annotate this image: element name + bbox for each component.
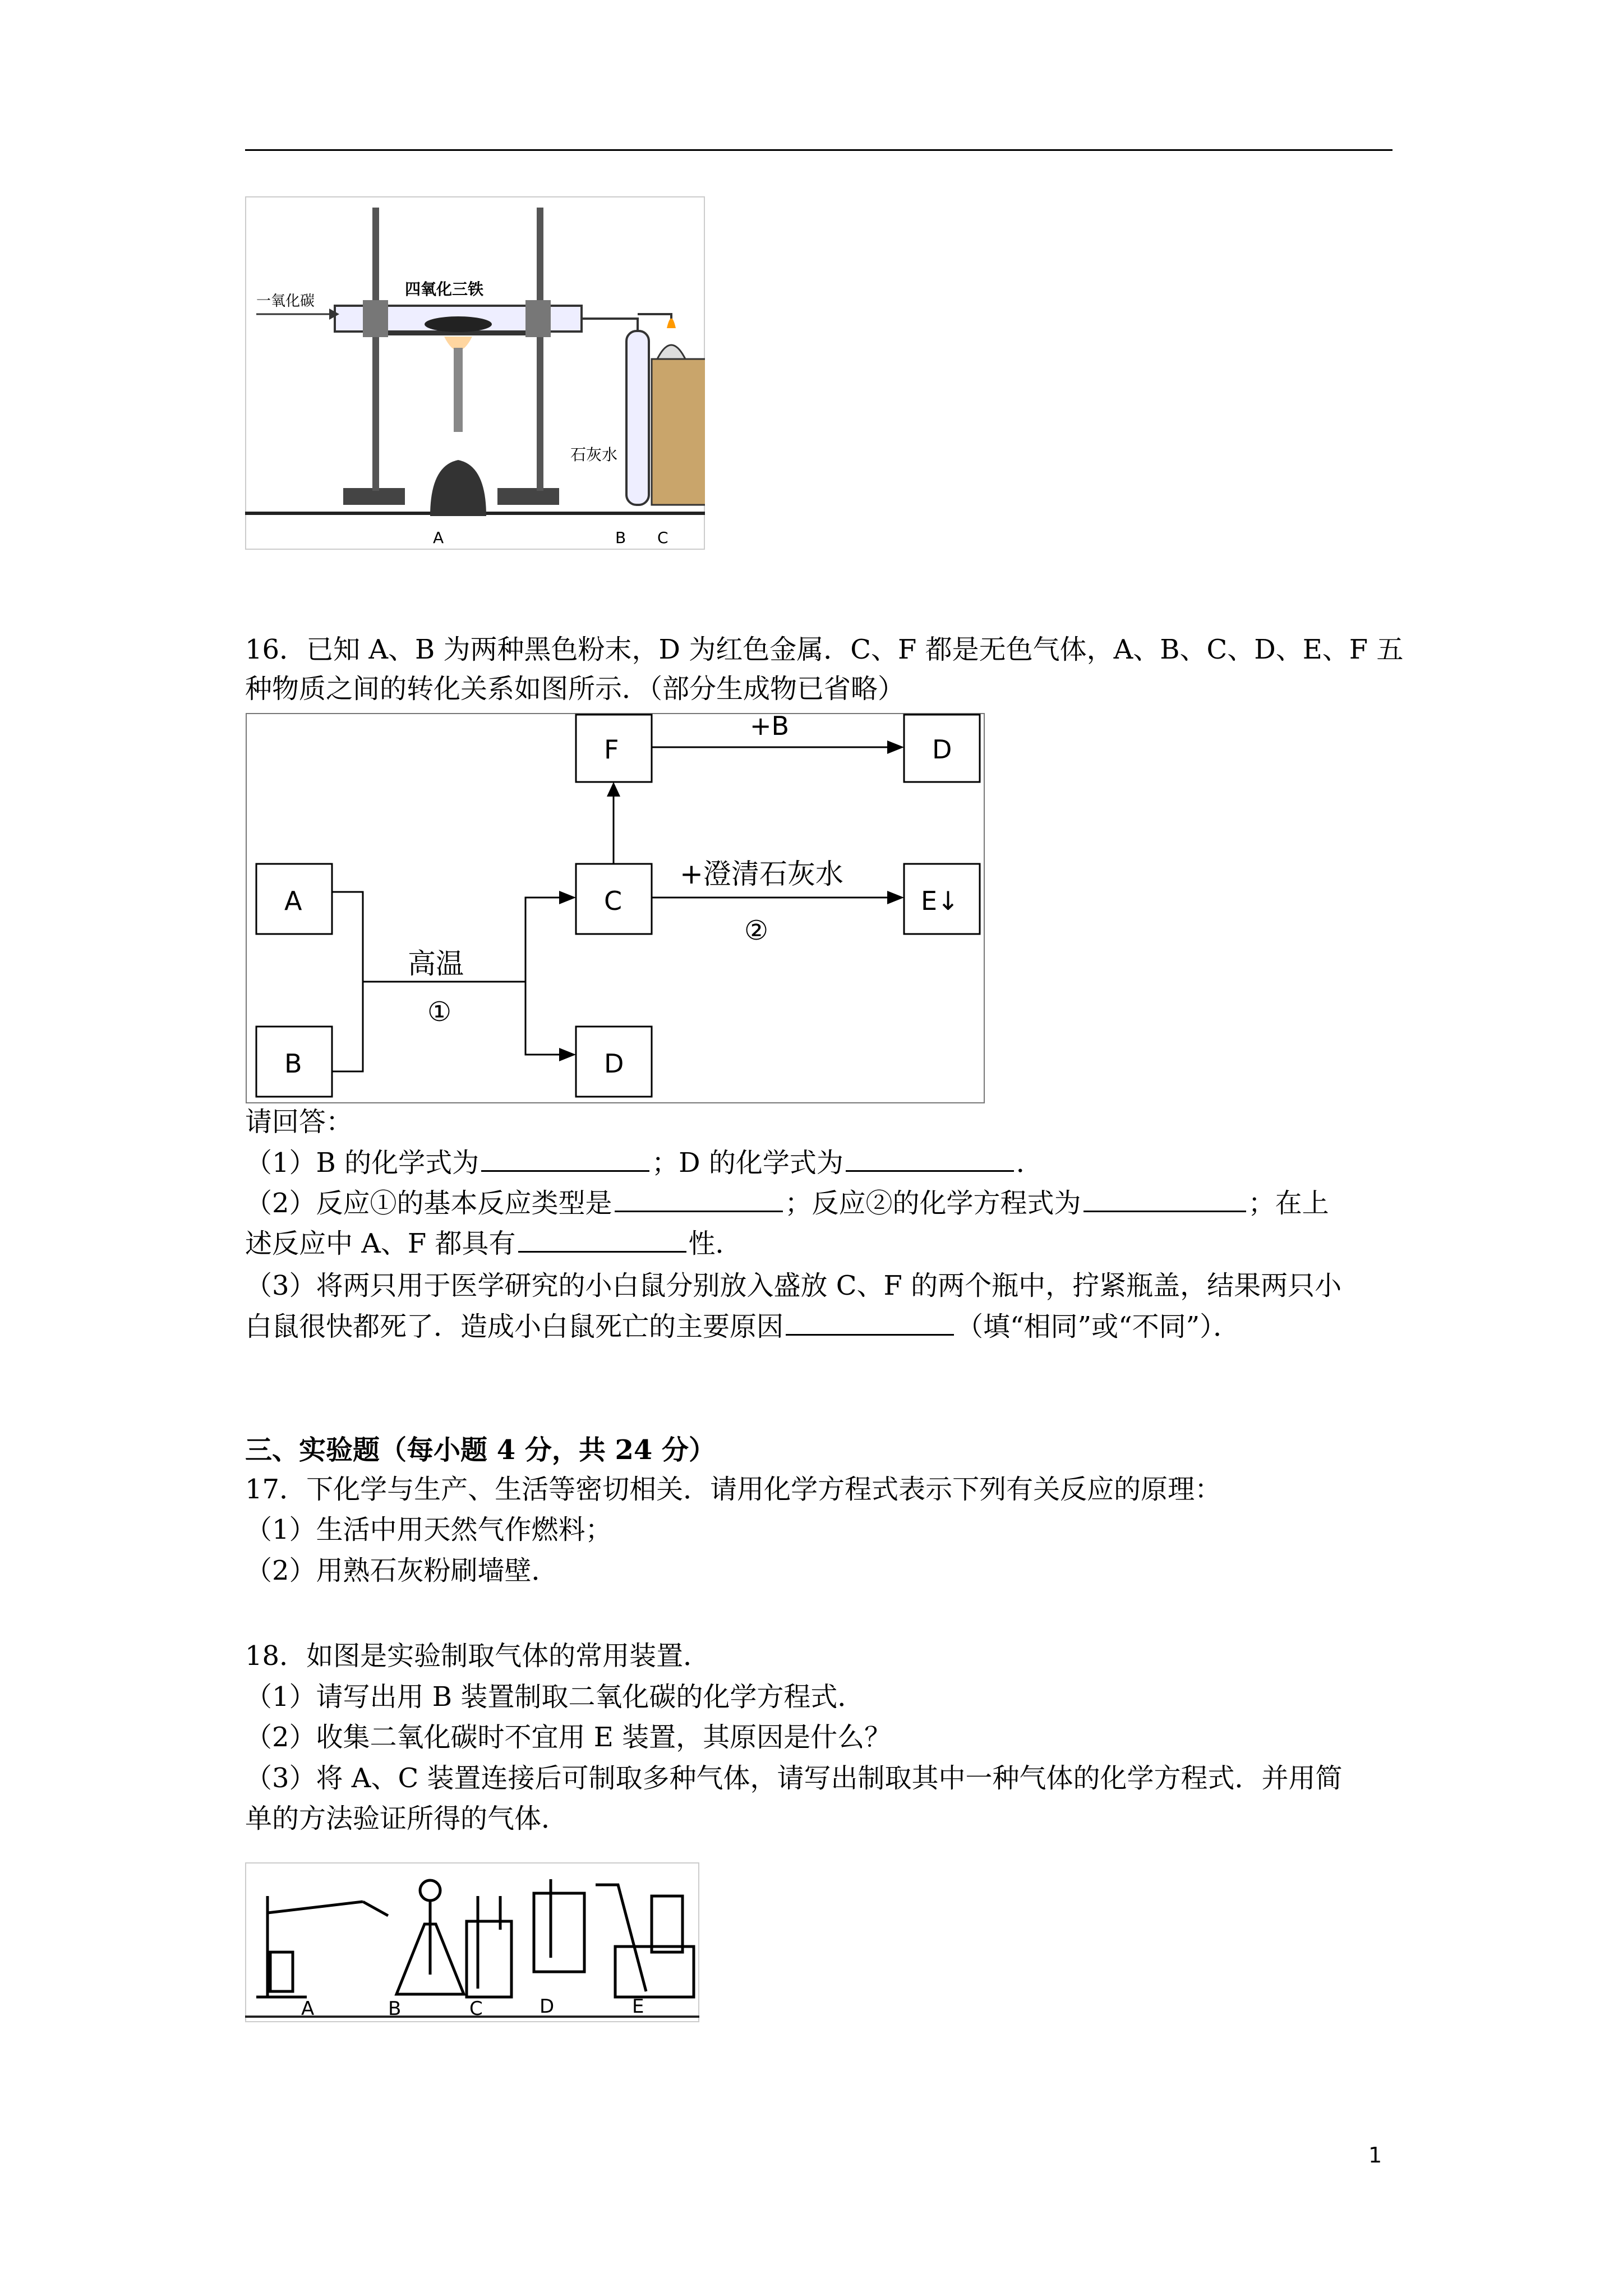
cond-2: ② [744,915,769,946]
box-e-label: E↓ [921,886,959,916]
box-a-label: A [284,886,302,916]
cond-high-temp: 高温 [408,947,464,980]
answer-blank-reaction-type[interactable] [615,1188,783,1212]
q16-part2-d: 述反应中 A、F 都具有 [245,1228,516,1259]
page-number: 1 [1368,2143,1382,2168]
fig-label-a: A [301,1998,315,2020]
q18-line5: 单的方法验证所得的气体． [245,1803,569,1834]
q17-line3: （2）用熟石灰粉刷墙壁． [245,1555,559,1586]
box-d-top-label: D [932,734,952,765]
cond-1: ① [427,996,452,1028]
answer-blank-property[interactable] [518,1228,686,1253]
label-b: B [615,528,626,547]
q17-line2: （1）生活中用天然气作燃料； [245,1514,612,1545]
q16-part2-e: 性． [688,1228,743,1259]
q16-part2-c: ；在上 [1248,1188,1329,1219]
label-a: A [433,528,444,547]
fig-label-c: C [469,1998,483,2020]
q16-part1-end: ． [1016,1147,1043,1179]
q16-line1: 16．已知 A、B 为两种黑色粉末，D 为红色金属．C、F 都是无色气体，A、B、C、D、E、F 五 [245,634,1404,665]
q16-part2-line2 [245,1227,743,1260]
q16-line2: 种物质之间的转化关系如图所示．（部分生成物已省略） [245,673,905,705]
q18-line4: （3）将 A、C 装置连接后可制取多种气体，请写出制取其中一种气体的化学方程式．并用简 [245,1763,1343,1794]
q16-part1 [245,1146,1043,1180]
fig-label-e: E [632,1995,644,2018]
q16-part3-b: （填“相同”或“不同”）． [956,1311,1241,1342]
box-c-label: C [604,886,623,916]
label-c: C [657,528,668,547]
fig-label-d: D [540,1995,555,2018]
q18-line1: 18．如图是实验制取气体的常用装置． [245,1640,711,1672]
q16-part1-b: ；D 的化学式为 [652,1147,843,1179]
answer-blank-same-different[interactable] [786,1312,954,1336]
answer-blank-equation[interactable] [1083,1188,1246,1212]
q17-line1: 17．下化学与生产、生活等密切相关．请用化学方程式表示下列有关反应的原理： [245,1474,1222,1505]
q16-part2-line1 [245,1186,1329,1220]
answer-blank-b-formula[interactable] [481,1148,649,1172]
cond-limewater: +澄清石灰水 [680,858,843,890]
q16-part3-line1: （3）将两只用于医学研究的小白鼠分别放入盛放 C、F 的两个瓶中，拧紧瓶盖，结果两只小 [245,1270,1342,1301]
box-d-label: D [604,1048,624,1079]
q16-part1-a: （1）B 的化学式为 [245,1147,479,1179]
q16-part2-a: （2）反应①的基本反应类型是 [245,1188,612,1219]
co-reduction-apparatus-figure [245,196,705,550]
q16-part3-a: 白鼠很快都死了．造成小白鼠死亡的主要原因 [245,1311,784,1342]
q16-part3-line2 [245,1310,1240,1343]
answer-blank-d-formula[interactable] [846,1148,1014,1172]
box-f-label: F [604,734,619,765]
label-fe3o4: 四氧化三铁 [405,280,484,298]
header-rule [245,149,1393,151]
q16-prompt: 请回答： [245,1106,353,1138]
q18-line3: （2）收集二氧化碳时不宜用 E 装置，其原因是什么？ [245,1722,892,1753]
box-b-label: B [284,1048,302,1079]
fig-label-b: B [388,1998,402,2020]
cond-plus-b: +B [750,712,790,741]
q16-part2-b: ；反应②的化学方程式为 [785,1188,1081,1219]
gas-apparatus-figure [245,1862,699,2022]
conversion-flow-diagram [245,712,985,1105]
label-limewater: 石灰水 [570,445,618,464]
section3-title: 三、实验题（每小题 4 分，共 24 分） [245,1434,716,1466]
q18-line2: （1）请写出用 B 装置制取二氧化碳的化学方程式． [245,1681,865,1713]
label-co: 一氧化碳 [256,293,315,310]
